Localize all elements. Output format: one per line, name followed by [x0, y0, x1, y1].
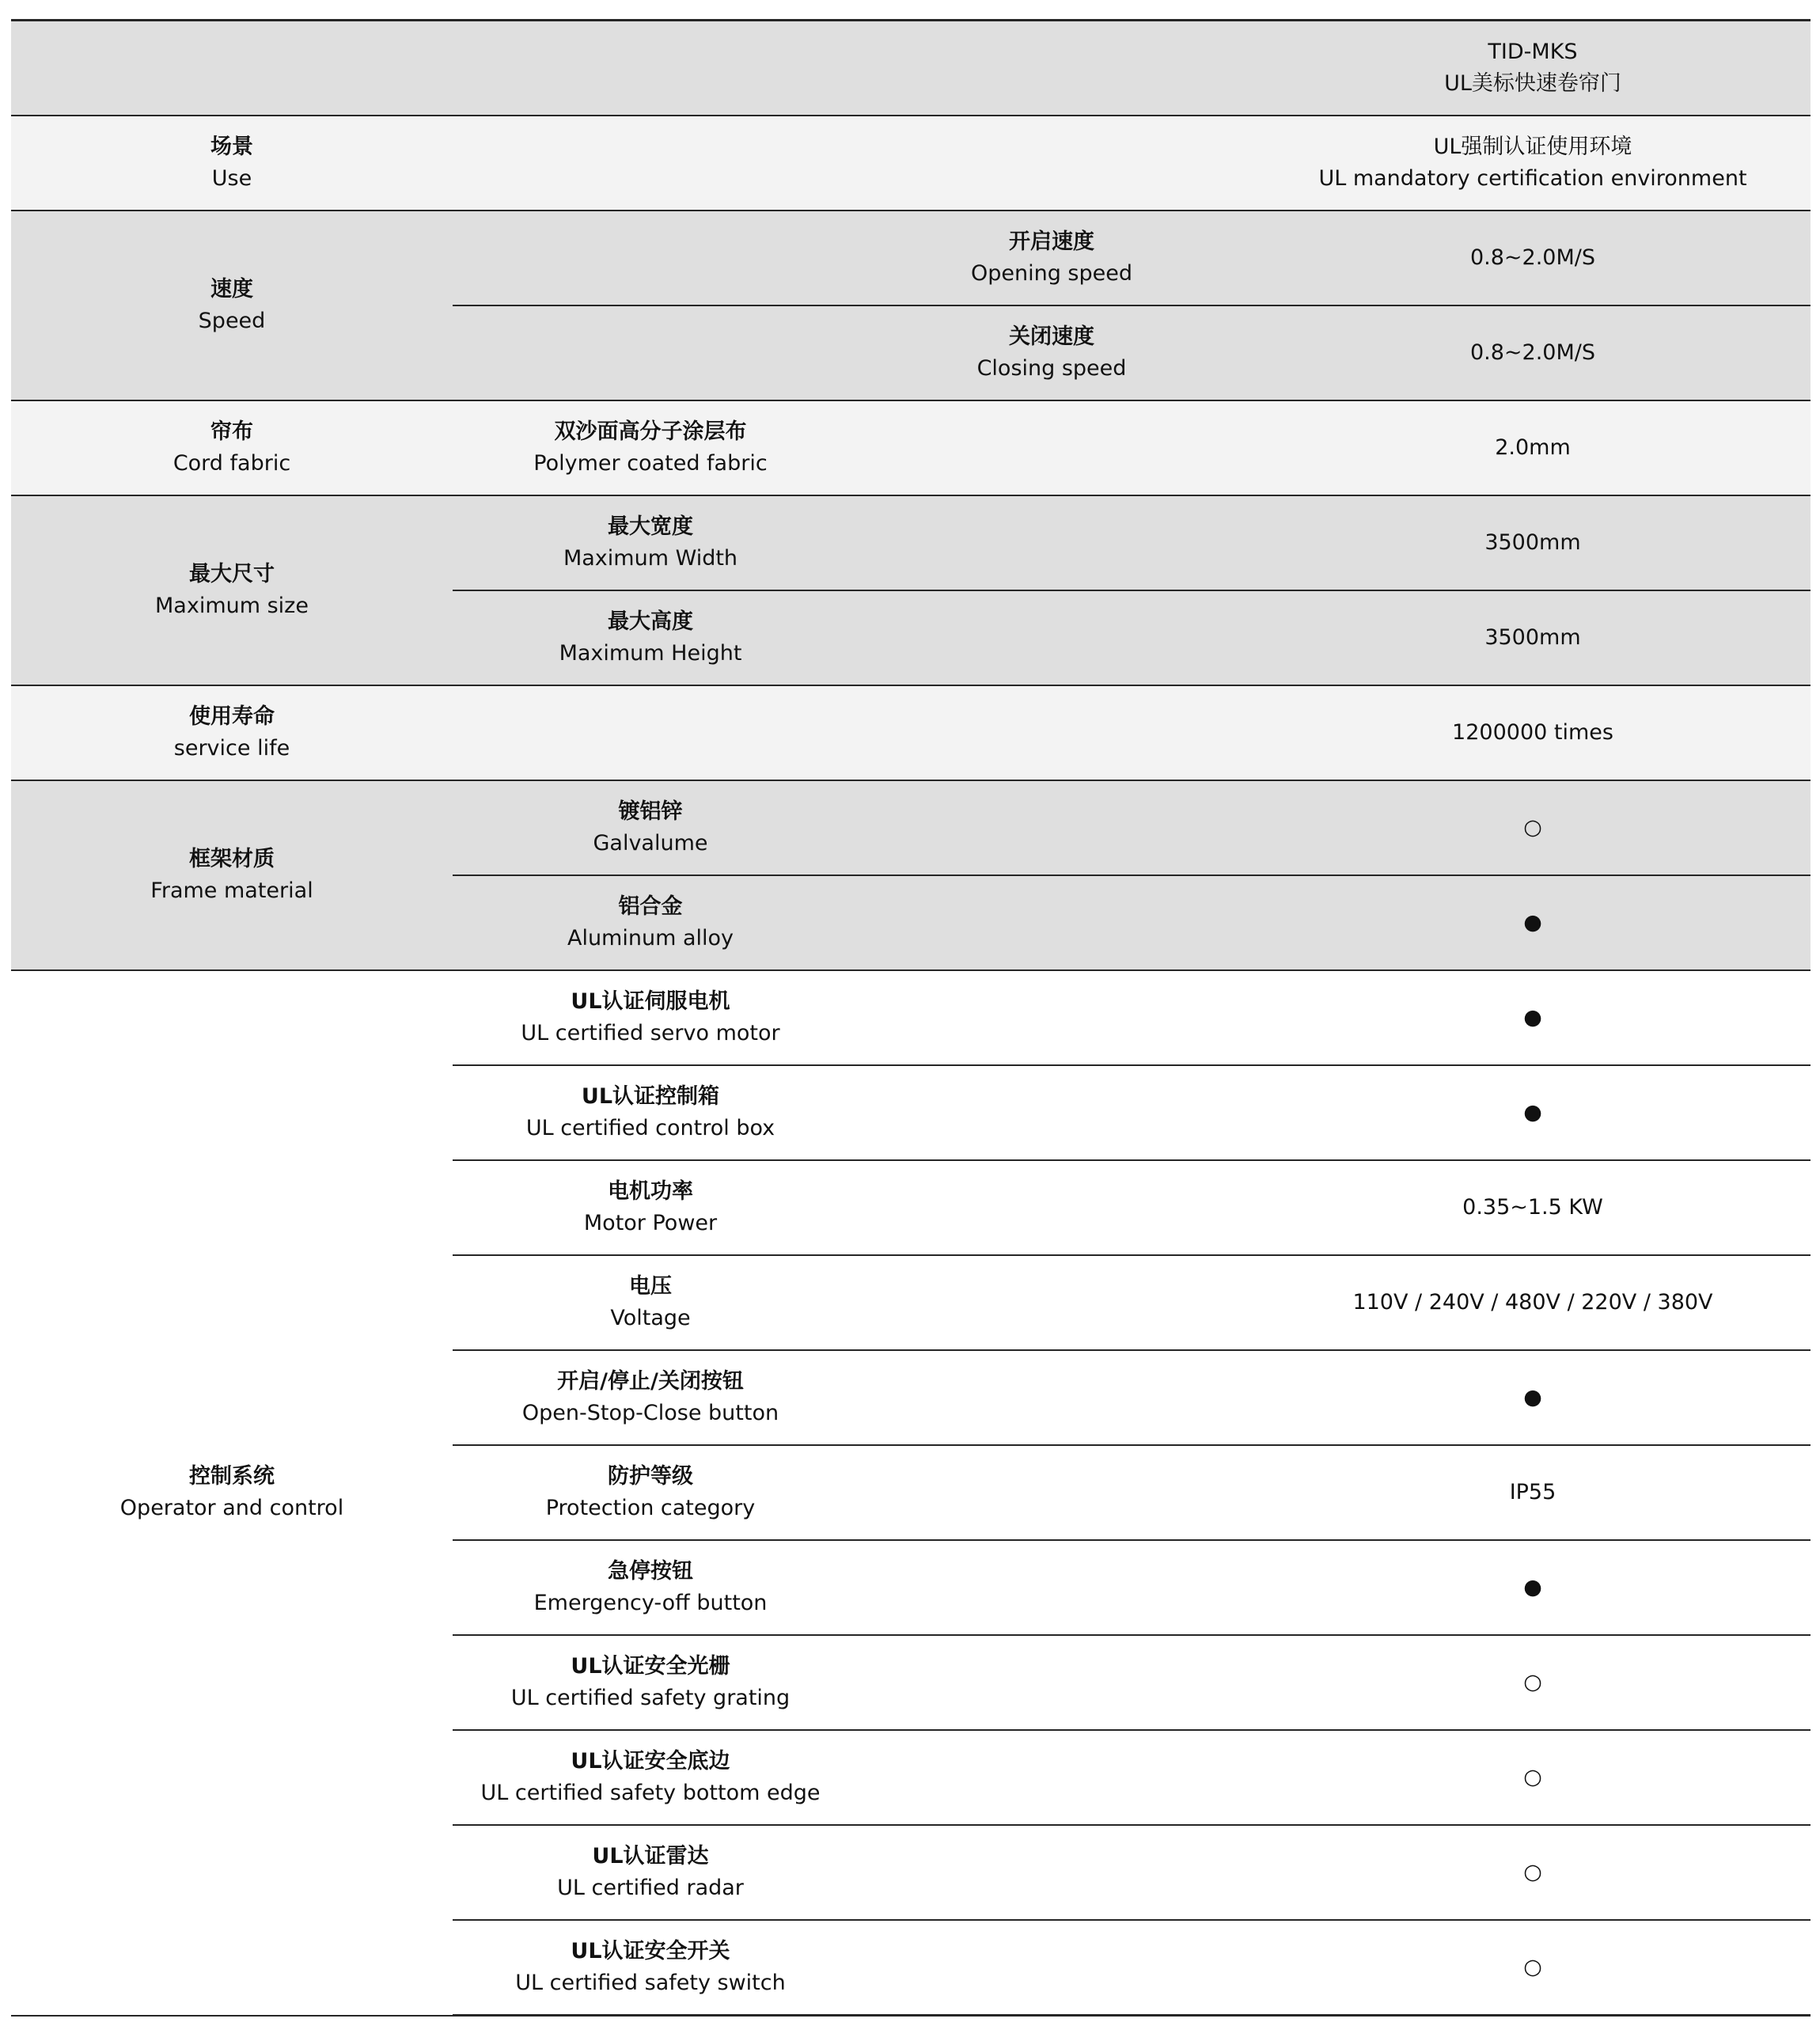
- max-height-label: 最大高度 Maximum Height: [453, 590, 848, 685]
- frame-galvalume-label: 镀铝锌 Galvalume: [453, 780, 848, 875]
- protection-value: IP55: [1255, 1445, 1811, 1540]
- fabric-type-label: 双沙面高分子涂层布 Polymer coated fabric: [453, 400, 848, 495]
- standard-dot-icon: ●: [1255, 1350, 1811, 1445]
- control-item-label: 电压 Voltage: [453, 1255, 848, 1350]
- life-value: 1200000 times: [1255, 685, 1811, 780]
- optional-circle-icon: ○: [1255, 1825, 1811, 1920]
- control-item-label: UL认证伺服电机 UL certified servo motor: [453, 970, 848, 1065]
- frame-aluminum-label: 铝合金 Aluminum alloy: [453, 875, 848, 970]
- optional-circle-icon: ○: [1255, 1730, 1811, 1825]
- opening-speed-value: 0.8~2.0M/S: [1255, 211, 1811, 305]
- control-row: [11, 970, 1811, 1065]
- control-item-label: 电机功率 Motor Power: [453, 1160, 848, 1255]
- category-life: 使用寿命 service life: [11, 685, 453, 780]
- motor-power-value: 0.35~1.5 KW: [1255, 1160, 1811, 1255]
- use-row: [11, 116, 1811, 211]
- speed-row-opening: [11, 211, 1811, 305]
- closing-speed-value: 0.8~2.0M/S: [1255, 305, 1811, 400]
- control-item-label: UL认证雷达 UL certified radar: [453, 1825, 848, 1920]
- product-name: UL美标快速卷帘门: [1444, 71, 1621, 96]
- size-row-width: [11, 495, 1811, 590]
- control-item-label: UL认证安全开关 UL certified safety switch: [453, 1920, 848, 2016]
- max-height-value: 3500mm: [1255, 590, 1811, 685]
- control-item-label: 防护等级 Protection category: [453, 1445, 848, 1540]
- control-item-label: UL认证控制箱 UL certified control box: [453, 1065, 848, 1160]
- opening-speed-label: 开启速度 Opening speed: [848, 211, 1255, 305]
- standard-dot-icon: ●: [1255, 1065, 1811, 1160]
- optional-circle-icon: ○: [1255, 1635, 1811, 1730]
- model-code: TID-MKS: [1488, 40, 1578, 64]
- frame-row-galvalume: [11, 780, 1811, 875]
- fabric-value: 2.0mm: [1255, 400, 1811, 495]
- category-use: 场景 Use: [11, 116, 453, 211]
- voltage-value: 110V / 240V / 480V / 220V / 380V: [1255, 1255, 1811, 1350]
- standard-dot-icon: ●: [1255, 1540, 1811, 1635]
- product-header: [1255, 21, 1811, 116]
- fabric-row: [11, 400, 1811, 495]
- control-item-label: UL认证安全底边 UL certified safety bottom edge: [453, 1730, 848, 1825]
- category-control: 控制系统 Operator and control: [11, 970, 453, 2016]
- control-item-label: 急停按钮 Emergency-off button: [453, 1540, 848, 1635]
- control-item-label: 开启/停止/关闭按钮 Open-Stop-Close button: [453, 1350, 848, 1445]
- category-speed: 速度 Speed: [11, 211, 453, 400]
- category-fabric: 帘布 Cord fabric: [11, 400, 453, 495]
- optional-circle-icon: ○: [1255, 780, 1811, 875]
- max-width-value: 3500mm: [1255, 495, 1811, 590]
- header-row: [11, 21, 1811, 116]
- category-frame: 框架材质 Frame material: [11, 780, 453, 970]
- spec-table: [11, 19, 1811, 2017]
- life-row: [11, 685, 1811, 780]
- use-value: UL强制认证使用环境 UL mandatory certification environment: [1255, 116, 1811, 211]
- category-size: 最大尺寸 Maximum size: [11, 495, 453, 685]
- control-item-label: UL认证安全光栅 UL certified safety grating: [453, 1635, 848, 1730]
- optional-circle-icon: ○: [1255, 1920, 1811, 2016]
- standard-dot-icon: ●: [1255, 970, 1811, 1065]
- max-width-label: 最大宽度 Maximum Width: [453, 495, 848, 590]
- standard-dot-icon: ●: [1255, 875, 1811, 970]
- closing-speed-label: 关闭速度 Closing speed: [848, 305, 1255, 400]
